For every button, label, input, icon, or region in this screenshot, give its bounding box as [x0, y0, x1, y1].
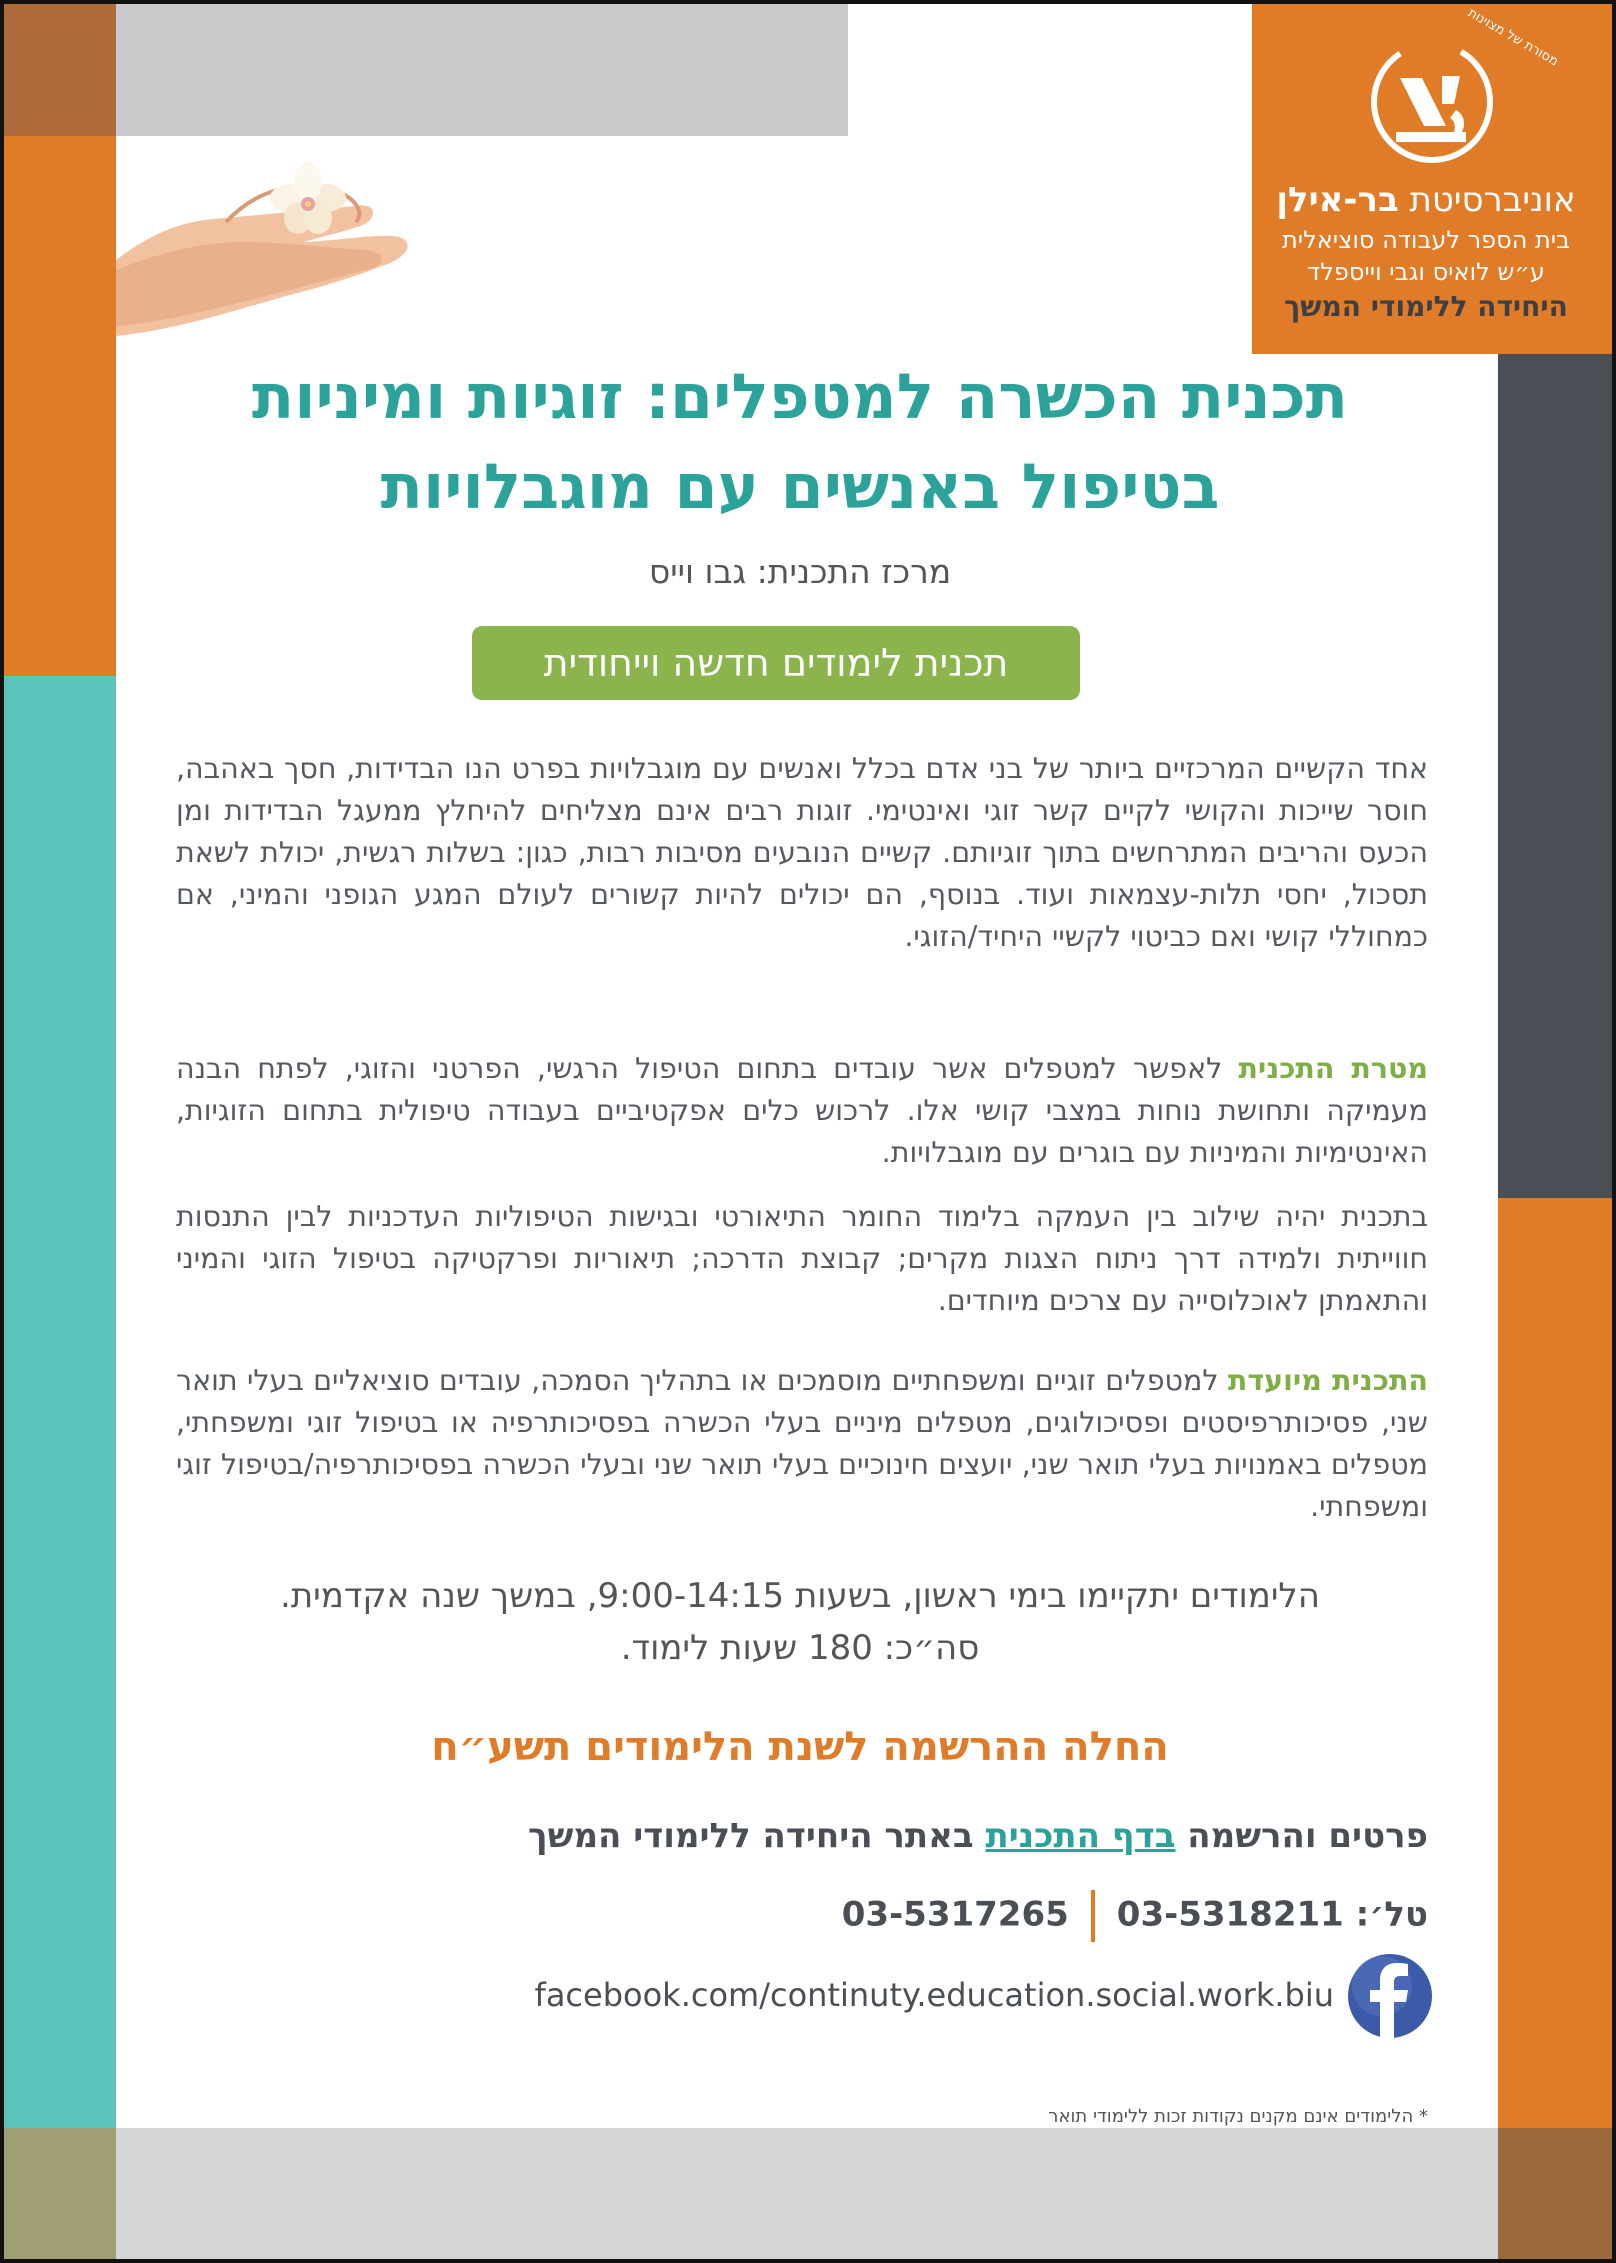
university-name-regular: אוניברסיטת — [1398, 180, 1576, 220]
goal-text: לאפשר למטפלים אשר עובדים בתחום הטיפול הרגשי, הפרטני והזוגי, לפתח הבנה מעמיקה ותחושת נוחות במצבי קושי אלו. לרכוש כלים אפקטיביים בעבודה טיפולית בתחום הזוגיות, האינטימיות והמיניות עם בוגרים עם מוגבלויות. — [176, 1052, 1428, 1169]
school-dedication: ע״ש לואיס וגבי וייספלד — [1307, 258, 1545, 286]
decorative-grey-band-bottom — [116, 2128, 1498, 2259]
schedule-info — [150, 1570, 1450, 1674]
phone-separator — [1091, 1890, 1095, 1942]
program-page-link[interactable]: בדף התכנית — [985, 1816, 1176, 1856]
title-line-2: בטיפול באנשים עם מוגבלויות — [380, 450, 1220, 523]
unit-name: היחידה ללימודי המשך — [1284, 290, 1568, 323]
registration-details — [176, 1816, 1428, 1856]
decorative-bar-left-bottom — [4, 2128, 116, 2259]
university-logo-block — [1252, 4, 1612, 354]
footnote: * הלימודים אינם מקנים נקודות זכות ללימודי תואר — [1048, 2106, 1428, 2127]
audience-label: התכנית מיועדת — [1227, 1364, 1428, 1397]
hands-orchid-image — [116, 110, 416, 354]
new-program-badge: תכנית לימודים חדשה וייחודית — [472, 626, 1080, 700]
details-prefix: פרטים והרשמה — [1175, 1816, 1428, 1856]
bar-ilan-seal-icon — [1360, 32, 1504, 172]
schedule-total: סה״כ: 180 שעות לימוד. — [620, 1628, 980, 1668]
paragraph-audience — [176, 1360, 1428, 1528]
facebook-icon[interactable] — [1346, 1952, 1434, 2040]
university-name-bold: בר-אילן — [1276, 180, 1399, 220]
decorative-bar-right-bottom — [1498, 2128, 1612, 2259]
schedule-hours: הלימודים יתקיימו בימי ראשון, בשעות 9:00-14:15, במשך שנה אקדמית. — [280, 1576, 1320, 1616]
decorative-bar-left-teal — [4, 676, 116, 2128]
phone-label: טל׳: — [1343, 1894, 1428, 1935]
registration-open: החלה ההרשמה לשנת הלימודים תשע״ח — [431, 1724, 1169, 1770]
paragraph-goal — [176, 1048, 1428, 1174]
decorative-bar-right-dark — [1498, 354, 1612, 1198]
university-name — [1256, 180, 1596, 220]
goal-label: מטרת התכנית — [1238, 1052, 1429, 1085]
decorative-bar-left-top — [4, 4, 116, 136]
phone-number-1: 03-5318211 — [1116, 1894, 1344, 1935]
title-line-1: תכנית הכשרה למטפלים: זוגיות ומיניות — [251, 360, 1349, 433]
school-name: בית הספר לעבודה סוציאלית — [1281, 226, 1571, 254]
program-coordinator: מרכז התכנית: גבו וייס — [648, 552, 952, 591]
phone-number-2: 03-5317265 — [841, 1894, 1069, 1935]
page-title — [150, 352, 1450, 532]
decorative-bar-left-orange — [4, 136, 116, 676]
decorative-bar-right-orange — [1498, 1198, 1612, 2128]
paragraph-intro: אחד הקשיים המרכזיים ביותר של בני אדם בכלל ואנשים עם מוגבלויות בפרט הנו הבדידות, חסך באהבה, חוסר שייכות והקושי לקיים קשר זוגי ואינטימי. זוגות רבים אינם מצליחים להיחלץ ממעגל הבדידות ומן הכעס והריבים המתרחשים בתוך זוגיותם. קשיים הנובעים מסיבות רבות, כגון: בשלות רגשית, יכולת לשאת תסכול, יחסי תלות-עצמאות ועוד. בנוסף, הם יכולים להיות קשורים לעולם המגע הגופני והמיני, אם כמחוללי קושי ואם כביטוי לקשיי היחיד/הזוגי. — [176, 752, 1428, 953]
facebook-url[interactable]: facebook.com/continuty.education.social.work.biu — [534, 1976, 1334, 2014]
details-suffix: באתר היחידה ללימודי המשך — [528, 1816, 986, 1856]
phone-numbers — [176, 1890, 1428, 1942]
paragraph-method: בתכנית יהיה שילוב בין העמקה בלימוד החומר התיאורטי ובגישות הטיפוליות העדכניות לבין התנסות חווייתית ולמידה דרך ניתוח הצגות מקרים; קבוצת הדרכה; תיאוריות ופרקטיקה בטיפול הזוגי והמיני והתאמתן לאוכלוסייה עם צרכים מיוחדים. — [176, 1200, 1428, 1317]
audience-text: למטפלים זוגיים ומשפחתיים מוסמכים או בתהליך הסמכה, עובדים סוציאליים בעלי תואר שני, פסיכותרפיסטים ופסיכולוגים, מטפלים מיניים בעלי הכשרה בפסיכותרפיה או בטיפול זוגי ומשפחתי, מטפלים באמנויות בעלי תואר שני, יועצים חינוכיים בעלי תואר שני ובעלי הכשרה בפסיכותרפיה/בטיפול זוגי ומשפחתי. — [176, 1364, 1428, 1523]
seal-motto: מסורת של מצוינות — [1465, 5, 1561, 70]
